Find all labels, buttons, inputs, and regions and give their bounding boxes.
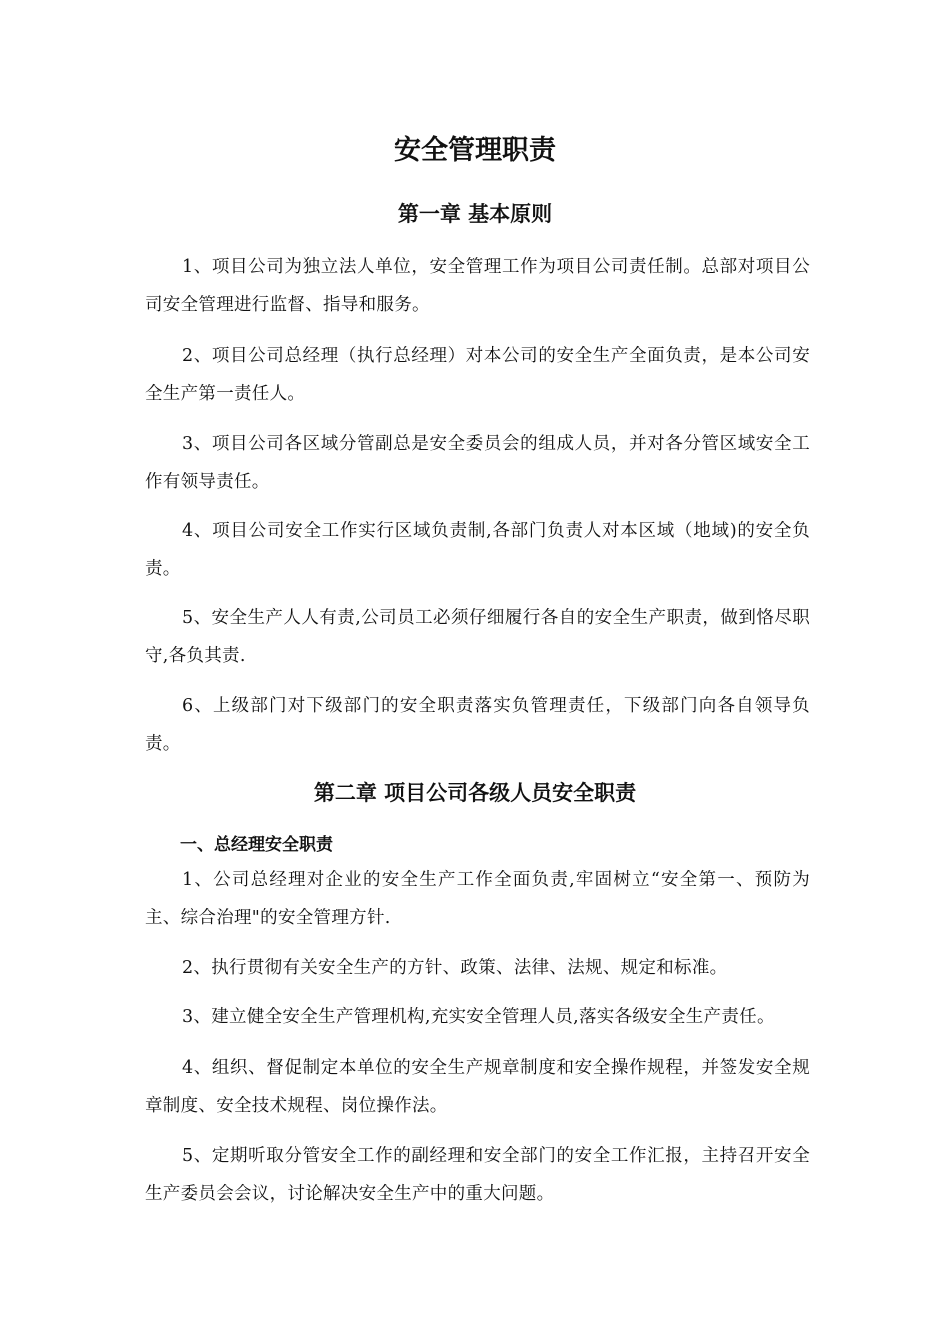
paragraph: 5、安全生产人人有责,公司员工必须仔细履行各自的安全生产职责，做到恪尽职守,各负其责. (145, 608, 810, 666)
section-heading: 一、总经理安全职责 (180, 835, 333, 855)
paragraph: 2、执行贯彻有关安全生产的方针、政策、法律、法规、规定和标准。 (182, 958, 728, 978)
paragraph: 1、项目公司为独立法人单位，安全管理工作为项目公司责任制。总部对项目公司安全管理进行监督、指导和服务。 (145, 257, 810, 315)
document-title: 安全管理职责 (394, 135, 556, 166)
paragraph: 1、公司总经理对企业的安全生产工作全面负责,牢固树立“安全第一、预防为主、综合治理"的安全管理方针. (145, 870, 810, 928)
paragraph: 4、组织、督促制定本单位的安全生产规章制度和安全操作规程，并签发安全规章制度、安全技术规程、岗位操作法。 (145, 1058, 810, 1116)
paragraph: 2、项目公司总经理（执行总经理）对本公司的安全生产全面负责，是本公司安全生产第一责任人。 (145, 346, 810, 404)
chapter-1-heading: 第一章 基本原则 (397, 202, 553, 226)
chapter-2-heading: 第二章 项目公司各级人员安全职责 (313, 781, 637, 805)
paragraph: 5、定期听取分管安全工作的副经理和安全部门的安全工作汇报，主持召开安全生产委员会会议，讨论解决安全生产中的重大问题。 (145, 1146, 810, 1204)
paragraph: 6、上级部门对下级部门的安全职责落实负管理责任，下级部门向各自领导负责。 (145, 696, 810, 754)
paragraph: 3、建立健全安全生产管理机构,充实安全管理人员,落实各级安全生产责任。 (182, 1007, 775, 1027)
paragraph: 4、项目公司安全工作实行区域负责制,各部门负责人对本区域（地域)的安全负责。 (145, 521, 810, 579)
paragraph: 3、项目公司各区域分管副总是安全委员会的组成人员，并对各分管区域安全工作有领导责任。 (145, 434, 810, 492)
